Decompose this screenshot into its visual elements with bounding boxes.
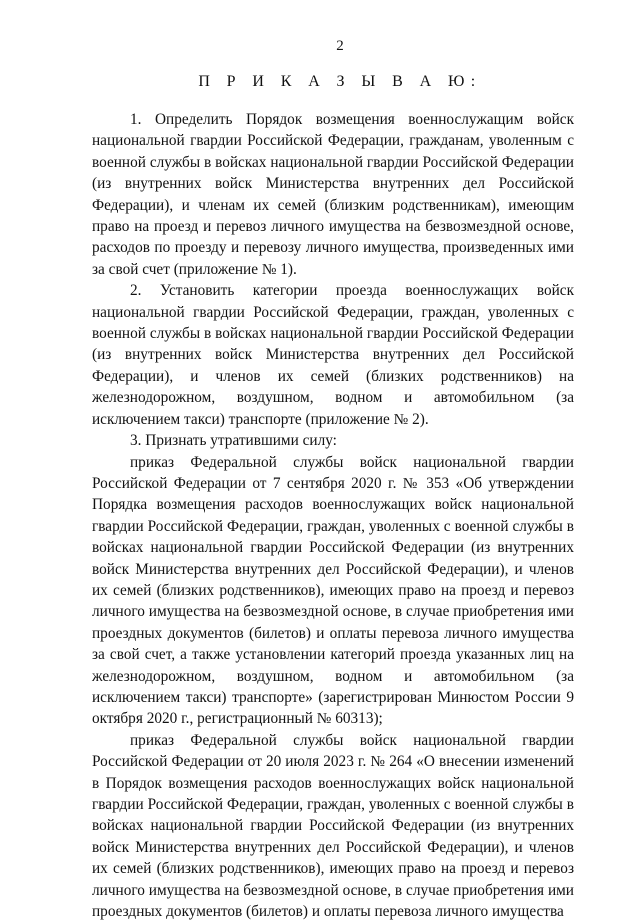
order-heading: П Р И К А З Ы В А Ю: [198, 73, 482, 90]
paragraph-3: 3. Признать утратившими силу: [130, 432, 337, 450]
paragraph-2: 2. Установить категории проезда военнослужащих войск национальной гвардии Российской Федерации, граждан, уволенных с военной службы в войсках национальной гвардии Российской Федерации (из внутренних войск Министерства внутренних дел Российской Федерации), и членов их семей (близких родственников) на железнодорожном, воздушном, водном и автомобильном (за исключением такси) транспорте (приложение № 2). [92, 282, 574, 428]
paragraph-repealed-order-1: приказ Федеральной службы войск национальной гвардии Российской Федерации от 7 сентября 2020 г. № 353 «Об утверждении Порядка возмещения расходов военнослужащих войск национальной гвардии Российской Федерации, граждан, уволенных с военной службы в войсках национальной гвардии Российской Федерации (из внутренних войск Министерства внутренних дел Российской Федерации), и членов их семей (близких родственников), имеющих право на проезд и перевоз личного имущества на безвозмездной основе, в случае приобретения ими проездных документов (билетов) и оплаты перевоза личного имущества за свой счет, а также установлении категорий проезда указанных лиц на железнодорожном, воздушном, водном и автомобильном (за исключением такси) транспорте» (зарегистрирован Минюстом России 9 октября 2020 г., регистрационный № 60313); [92, 453, 574, 728]
paragraph-repealed-order-2: приказ Федеральной службы войск национальной гвардии Российской Федерации от 20 июля 2023 г. № 264 «О внесении изменений в Порядок возмещения расходов военнослужащих войск национальной гвардии Российской Федерации, граждан, уволенных с военной службы в войсках национальной гвардии Российской Федерации (из внутренних войск Министерства внутренних дел Российской Федерации), и членов их семей (близких родственников), имеющих право на проезд и перевоз личного имущества на безвозмездной основе, в случае приобретения ими проездных документов (билетов) и оплаты перевоза личного имущества [92, 731, 574, 921]
page-number: 2 [336, 38, 344, 54]
paragraph-1: 1. Определить Порядок возмещения военнослужащим войск национальной гвардии Российской Федерации, гражданам, уволенным с военной службы в войсках национальной гвардии Российской Федерации (из внутренних войск Министерства внутренних дел Российской Федерации), и членам их семей (близким родственникам), имеющим право на проезд и перевоз личного имущества на безвозмездной основе, расходов по проезду и перевозу личного имущества, произведенных ими за свой счет (приложение № 1). [92, 111, 574, 278]
